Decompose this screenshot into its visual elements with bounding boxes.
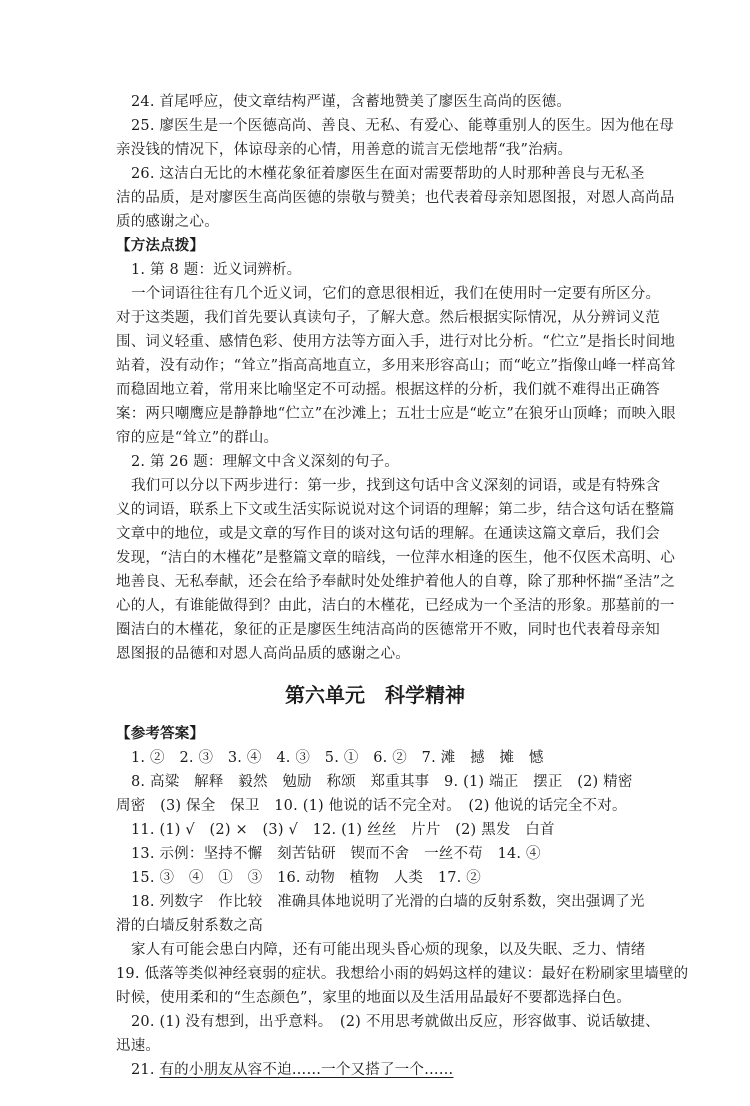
- answer-26-line2: 洁的品质，是对廖医生高尚医德的崇敬与赞美；也代表着母亲知恩图报，对恩人高尚品: [116, 190, 675, 206]
- ref-line: 8. 高粱 解释 毅然 勉励 称颂 郑重其事 9. (1) 端正 摆正 (2) 精密: [131, 774, 633, 790]
- method-item1-line: 帘的应是“耸立”的群山。: [116, 430, 279, 446]
- method-item2-line: 文章中的地位，或是文章的写作目的谈对这句话的理解。在通读这篇文章后，我们会: [116, 526, 660, 542]
- answer-26-line1: 26. 这洁白无比的木槿花象征着廖医生在面对需要帮助的人时那种善良与无私圣: [131, 166, 645, 182]
- method-item2-title: 2. 第 26 题：理解文中含义深刻的句子。: [131, 454, 400, 470]
- ref-line: 周密 (3) 保全 保卫 10. (1) 他说的话不完全对。 (2) 他说的话完全不对。: [116, 798, 627, 814]
- ref-line: 18. 列数字 作比较 准确具体地说明了光滑的白墙的反射系数，突出强调了光: [131, 894, 645, 910]
- method-item1-line: 而稳固地立着，常用来比喻坚定不可动摇。根据这样的分析，我们就不难得出正确答: [116, 382, 660, 398]
- method-item1-title: 1. 第 8 题：近义词辨析。: [131, 262, 302, 278]
- method-item2-line: 恩图报的品德和对恩人高尚品质的感谢之心。: [116, 646, 410, 662]
- answer-26-line3: 质的感谢之心。: [116, 214, 219, 230]
- ref-line: 13. 示例：坚持不懈 刻苦钻研 锲而不舍 一丝不苟 14. ④: [131, 846, 541, 862]
- answer-21: [131, 1058, 676, 1082]
- answer-24: 24. 首尾呼应，使文章结构严谨，含蓄地赞美了廖医生高尚的医德。: [131, 94, 572, 110]
- answer-21-number: 21.: [131, 1062, 160, 1078]
- method-heading: 【方法点拨】: [116, 237, 205, 254]
- ref-line: 迅速。: [116, 1038, 161, 1054]
- method-item1-line: 围、词义轻重、感情色彩、使用方法等方面入手，进行对比分析。“伫立”是指长时间地: [116, 334, 676, 350]
- ref-line: 15. ③ ④ ① ③ 16. 动物 植物 人类 17. ②: [131, 870, 482, 886]
- method-item2-line: 地善良、无私奉献，还会在给予奉献时处处维护着他人的自尊，除了那种怀揣“圣洁”之: [116, 574, 676, 590]
- ref-line: 滑的白墙反射系数之高: [116, 918, 263, 934]
- answer-21-text: 有的小朋友从容不迫……一个又搭了一个……: [159, 1062, 454, 1078]
- unit-title: 第六单元 科学精神: [285, 683, 465, 707]
- ref-line: 20. (1) 没有想到，出乎意料。 (2) 不用思考就做出反应，形容做事、说话敏捷、: [131, 1014, 660, 1030]
- method-item1-line: 案：两只嘲鹰应是静静地“伫立”在沙滩上；五壮士应是“屹立”在狼牙山顶峰；而映入眼: [116, 406, 676, 422]
- method-item2-line: 发现，“洁白的木槿花”是整篇文章的暗线，一位萍水相逢的医生，他不仅医术高明、心: [116, 550, 676, 566]
- method-item1-line: 一个词语往往有几个近义词，它们的意思很相近，我们在使用时一定要有所区分。: [131, 286, 661, 302]
- answer-25-line1: 25. 廖医生是一个医德高尚、善良、无私、有爱心、能尊重别人的医生。因为他在母: [131, 118, 674, 134]
- method-item2-line: 义的词语，联系上下文或生活实际说说对这个词语的理解；第二步，结合这句话在整篇: [116, 502, 675, 518]
- ref-heading: 【参考答案】: [116, 725, 205, 742]
- method-item2-line: 我们可以分以下两步进行：第一步，找到这句话中含义深刻的词语，或是有特殊含: [131, 478, 661, 494]
- ref-line: 时候，使用柔和的“生态颜色”，家里的地面以及生活用品最好不要都选择白色。: [116, 990, 632, 1006]
- ref-line: 11. (1) √ (2) × (3) √ 12. (1) 丝丝 片片 (2) 黑发 白首: [131, 822, 555, 838]
- ref-line: 19. 低落等类似神经衰弱的症状。我想给小雨的妈妈这样的建议：最好在粉刷家里墙壁的: [116, 966, 689, 982]
- method-item1-line: 站着，没有动作；“耸立”指高高地直立，多用来形容高山；而“屹立”指像山峰一样高耸: [116, 358, 676, 374]
- ref-line: 家人有可能会患白内障，还有可能出现头昏心烦的现象，以及失眠、乏力、情绪: [131, 942, 646, 958]
- answer-25-line2: 亲没钱的情况下，体谅母亲的心情，用善意的谎言无偿地帮“我”治病。: [116, 142, 573, 158]
- method-item2-line: 心的人，有谁能做得到？由此，洁白的木槿花，已经成为一个圣洁的形象。那墓前的一: [116, 598, 675, 614]
- method-item1-line: 对于这类题，我们首先要认真读句子，了解大意。然后根据实际情况，从分辨词义范: [116, 310, 660, 326]
- ref-line: 1. ② 2. ③ 3. ④ 4. ③ 5. ① 6. ② 7. 滩 撼 摊 憾: [131, 750, 544, 766]
- method-item2-line: 圈洁白的木槿花，象征的正是廖医生纯洁高尚的医德常开不败，同时也代表着母亲知: [116, 622, 660, 638]
